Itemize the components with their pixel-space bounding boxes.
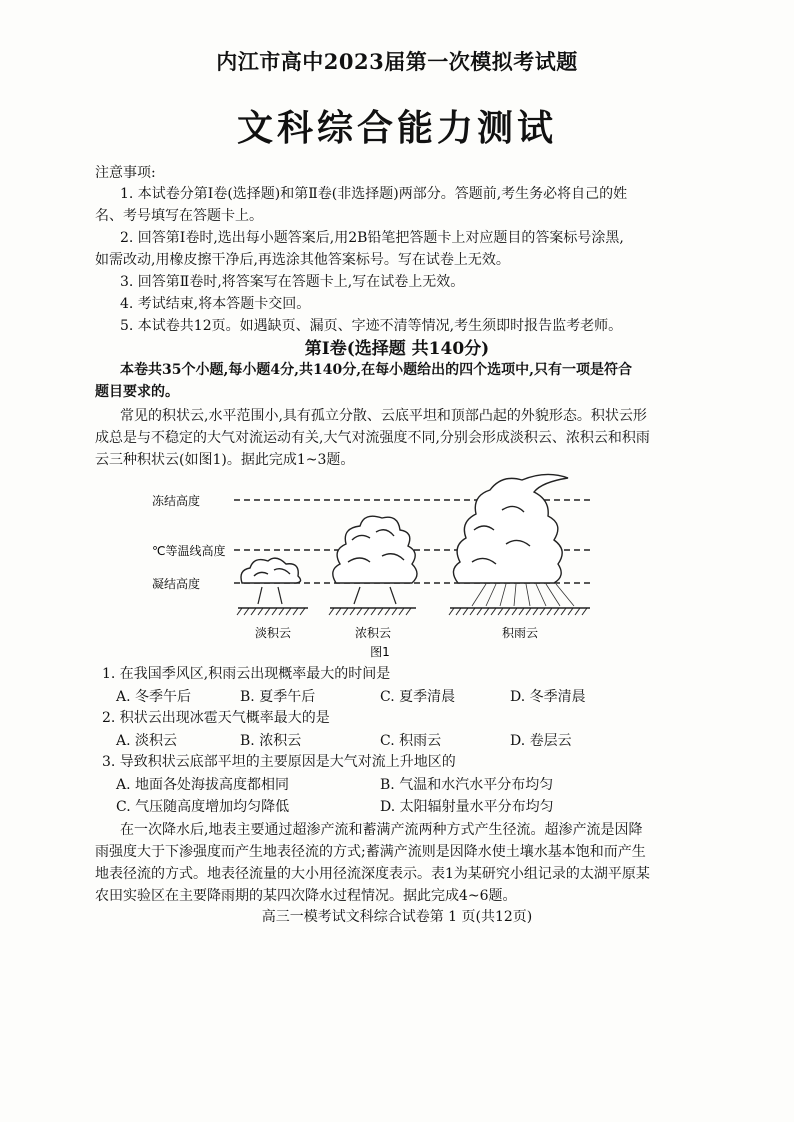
notice-line: 如需改动,用橡皮擦干净后,再选涂其他答案标号。写在试卷上无效。 xyxy=(95,252,510,268)
level-label-isotherm: ℃等温线高度 xyxy=(152,544,226,558)
question-option: D. 太阳辐射量水平分布均匀 xyxy=(380,799,554,815)
figure-caption: 图1 xyxy=(370,645,390,659)
question-option: A. 地面各处海拔高度都相同 xyxy=(116,777,290,793)
notice-line: 4. 考试结束,将本答题卡交回。 xyxy=(120,296,311,312)
page-footer: 高三一模考试文科综合试卷第 1 页(共12页) xyxy=(261,909,533,925)
section-heading: 第Ⅰ卷(选择题 共140分) xyxy=(304,339,490,359)
question-stem: 1. 在我国季风区,积雨云出现概率最大的时间是 xyxy=(102,666,391,682)
notice-line: 2. 回答第Ⅰ卷时,选出每小题答案后,用2B铅笔把答题卡上对应题目的答案标号涂黑, xyxy=(120,230,624,246)
question-option: A. 冬季午后 xyxy=(116,689,192,705)
question-option: C. 气压随高度增加均匀降低 xyxy=(116,799,290,815)
cloud-label: 积雨云 xyxy=(501,626,539,640)
passage-line: 雨强度大于下渗强度而产生地表径流的方式;蓄满产流则是因降水使土壤水基本饱和而产生 xyxy=(95,844,646,860)
passage-line: 地表径流的方式。地表径流量的大小用径流深度表示。表1为某研究小组记录的太湖平原某 xyxy=(95,866,650,882)
question-option: D. 冬季清晨 xyxy=(510,689,586,705)
question-option: B. 夏季午后 xyxy=(240,689,316,705)
level-label-condensation: 凝结高度 xyxy=(152,577,201,591)
passage-line: 在一次降水后,地表主要通过超渗产流和蓄满产流两种方式产生径流。超渗产流是因降 xyxy=(120,822,643,838)
section-intro-line: 题目要求的。 xyxy=(95,384,179,400)
notice-line: 3. 回答第Ⅱ卷时,将答案写在答题卡上,写在试卷上无效。 xyxy=(120,274,465,290)
notice-line: 1. 本试卷分第Ⅰ卷(选择题)和第Ⅱ卷(非选择题)两部分。答题前,考生务必将自己的姓 xyxy=(120,186,628,202)
question-stem: 2. 积状云出现冰雹天气概率最大的是 xyxy=(102,710,330,726)
question-option: A. 淡积云 xyxy=(116,733,178,749)
cloud-label: 浓积云 xyxy=(354,626,392,640)
notice-heading: 注意事项: xyxy=(95,165,156,181)
cumulus-congestus-cloud xyxy=(333,516,417,583)
cloud-diagram xyxy=(150,466,610,660)
passage-line: 常见的积状云,水平范围小,具有孤立分散、云底平坦和顶部凸起的外貌形态。积状云形 xyxy=(120,408,647,424)
notice-line: 5. 本试卷共12页。如遇缺页、漏页、字迹不清等情况,考生须即时报告监考老师。 xyxy=(120,318,623,334)
cumulus-humilis-cloud xyxy=(241,558,301,583)
question-option: B. 浓积云 xyxy=(240,733,302,749)
question-option: B. 气温和水汽水平分布均匀 xyxy=(380,777,554,793)
question-option: D. 卷层云 xyxy=(510,733,572,749)
notice-line: 名、考号填写在答题卡上。 xyxy=(95,208,263,224)
exam-main-title: 文科综合能力测试 xyxy=(236,107,557,149)
question-option: C. 积雨云 xyxy=(380,733,442,749)
question-stem: 3. 导致积状云底部平坦的主要原因是大气对流上升地区的 xyxy=(102,754,456,770)
exam-header-title: 内江市高中2023届第一次模拟考试题 xyxy=(216,49,578,74)
passage-line: 云三种积状云(如图1)。据此完成1~3题。 xyxy=(95,452,355,468)
level-label-freezing: 冻结高度 xyxy=(152,494,201,508)
cloud-label: 淡积云 xyxy=(254,626,292,640)
question-option: C. 夏季清晨 xyxy=(380,689,456,705)
passage-line: 农田实验区在主要降雨期的某四次降水过程情况。据此完成4~6题。 xyxy=(95,888,517,904)
passage-line: 成总是与不稳定的大气对流运动有关,大气对流强度不同,分别会形成淡积云、浓积云和积雨 xyxy=(95,430,650,446)
cumulonimbus-cloud xyxy=(453,474,568,583)
section-intro-line: 本卷共35个小题,每小题4分,共140分,在每小题给出的四个选项中,只有一项是符合 xyxy=(120,362,632,378)
